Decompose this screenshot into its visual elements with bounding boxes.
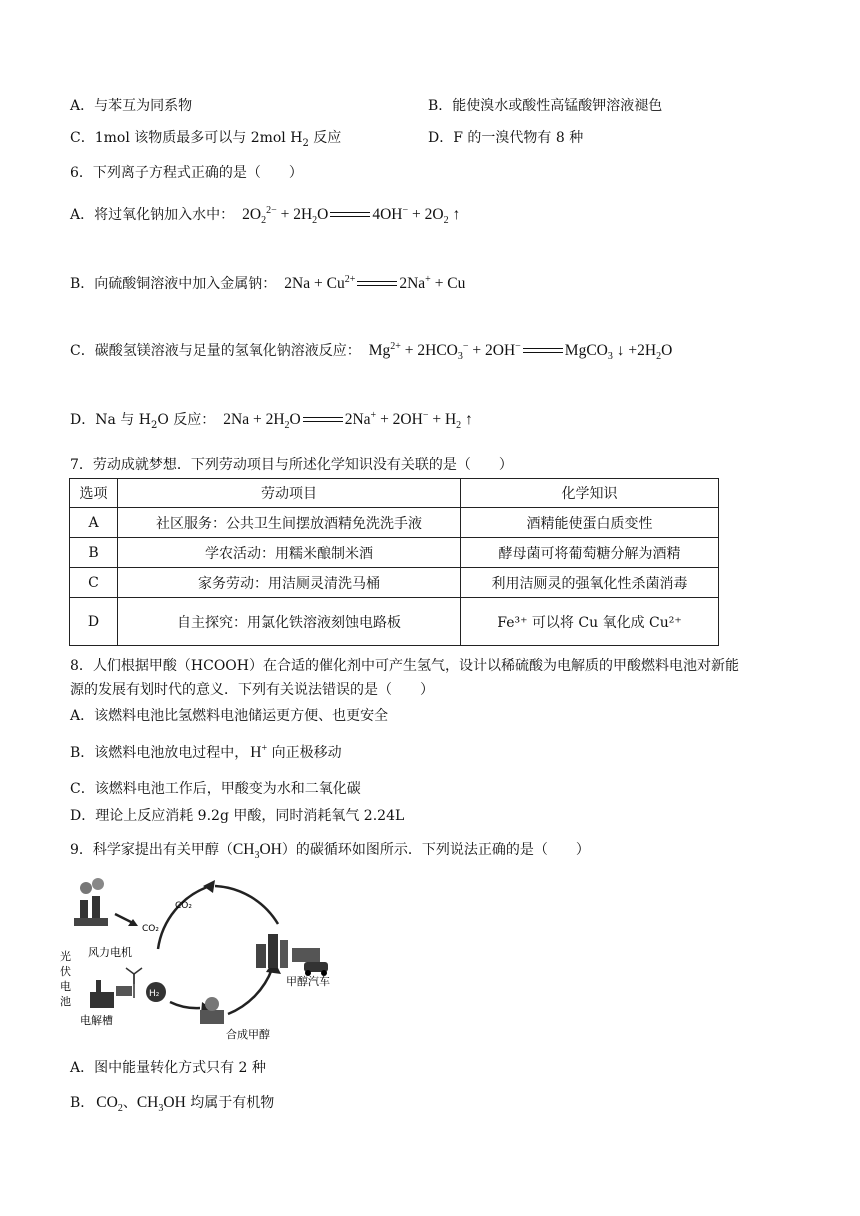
wind-generator-label: 风力电机 [88, 946, 132, 959]
q7-cell-option: B [70, 538, 118, 568]
q7-cell-labor: 学农活动：用糯米酿制米酒 [118, 538, 461, 568]
q7-stem: 7．劳动成就梦想．下列劳动项目与所述化学知识没有关联的是（ ） [70, 457, 513, 473]
q7-cell-knowledge: 酒精能使蛋白质变性 [461, 508, 719, 538]
q7-cell-knowledge: 酵母菌可将葡萄糖分解为酒精 [461, 538, 719, 568]
q6-option-c: C．碳酸氢镁溶液与足量的氢氧化钠溶液反应： $Mg^{2+} + 2HCO_3^- + 2OH^-$ MgCO$_3$ ↓ $+2H_2O$ [70, 340, 673, 363]
pv-label-3: 电 [60, 980, 71, 993]
q7-cell-option: C [70, 568, 118, 598]
q6-option-d: D．Na 与 $H_2O$ 反应： $2Na + 2H_2O$ $2Na^+ + 2OH^- + H_2$ ↑ [70, 409, 473, 432]
h2-label: H₂ [149, 989, 160, 999]
q5-option-d: D．F 的一溴代物有 8 种 [428, 130, 584, 146]
pv-label-4: 池 [60, 995, 71, 1008]
pv-label-2: 伏 [60, 965, 71, 978]
q7-cell-labor: 社区服务：公共卫生间摆放酒精免洗洗手液 [118, 508, 461, 538]
q7-cell-knowledge: 利用洁厕灵的强氧化性杀菌消毒 [461, 568, 719, 598]
q5-option-c: C．1mol 该物质最多可以与 2mol $H_2$ 反应 [70, 130, 342, 149]
q7-header-labor: 劳动项目 [118, 479, 461, 508]
q7-cell-labor: 自主探究：用氯化铁溶液刻蚀电路板 [118, 598, 461, 646]
q8-option-a: A．该燃料电池比氢燃料电池储运更方便、也更安全 [70, 708, 389, 724]
q9-stem: 9．科学家提出有关甲醇$(CH_3OH)$的碳循环如图所示．下列说法正确的是（ ） [70, 841, 590, 862]
q8-option-b: B．该燃料电池放电过程中， H+ 向正极移动 [70, 742, 342, 761]
q7-cell-option: A [70, 508, 118, 538]
electrolyzer-icon [90, 980, 132, 1008]
table-row [70, 598, 719, 646]
q8-option-d: D．理论上反应消耗 9.2g 甲酸，同时消耗氧气 2.24L [70, 808, 405, 824]
table-row [70, 568, 719, 598]
q5-option-a: A．与苯互为同系物 [70, 98, 193, 114]
q6-option-a: A．将过氧化钠加入水中： $2O_2^{2-} + 2H_2O$ $4OH^- + 2O_2$ ↑ [70, 204, 461, 227]
co2-left-label: CO₂ [142, 924, 159, 934]
q5-option-b: B．能使溴水或酸性高锰酸钾溶液褪色 [428, 98, 663, 114]
q9-option-b: B． $CO_2$、$CH_3OH$ 均属于有机物 [70, 1094, 275, 1115]
q8-stem-line1: 8．人们根据甲酸（HCOOH）在合适的催化剂中可产生氢气，设计以稀硫酸为电解质的甲酸燃料电池对新能 [70, 658, 739, 674]
electrolysis-label: 电解槽 [80, 1014, 113, 1027]
table-row [70, 508, 719, 538]
q8-option-c: C．该燃料电池工作后，甲酸变为水和二氧化碳 [70, 781, 361, 797]
q6-a-equation: $2O_2^{2-} + 2H_2O$ $4OH^- + 2O_2$ ↑ [242, 204, 461, 227]
methanol-car-icon [256, 934, 328, 976]
methanol-plant-icon [200, 997, 224, 1024]
q7-table [69, 478, 719, 646]
q6-stem: 6．下列离子方程式正确的是（ ） [70, 165, 303, 181]
q7-cell-knowledge: Fe³⁺ 可以将 Cu 氧化成 Cu²⁺ [461, 598, 719, 646]
q6-option-b: B．向硫酸铜溶液中加入金属钠： $2Na + Cu^{2+}$ 2Na+ + Cu [70, 273, 466, 292]
q7-cell-option: D [70, 598, 118, 646]
table-row [70, 538, 719, 568]
q8-stem-line2: 源的发展有划时代的意义．下列有关说法错误的是（ ） [70, 682, 434, 698]
q7-header-row [70, 479, 719, 508]
q6-b-equation: $2Na + Cu^{2+}$ 2Na+ + Cu [284, 273, 466, 292]
q6-c-equation: $Mg^{2+} + 2HCO_3^- + 2OH^-$ MgCO$_3$ ↓ $+2H_2O$ [368, 340, 673, 363]
q7-cell-labor: 家务劳动：用洁厕灵清洗马桶 [118, 568, 461, 598]
q9-option-a: A．图中能量转化方式只有 2 种 [70, 1060, 266, 1076]
methanol-car-label: 甲醇汽车 [286, 975, 330, 988]
q7-header-knowledge: 化学知识 [461, 479, 719, 508]
co2-top-label: CO₂ [175, 901, 192, 911]
carbon-cycle-figure [60, 874, 350, 1046]
methanol-synthesis-label: 合成甲醇 [226, 1028, 270, 1041]
pv-label-1: 光 [60, 950, 71, 963]
factory-icon [74, 878, 108, 926]
q6-d-equation: $2Na + 2H_2O$ $2Na^+ + 2OH^- + H_2$ ↑ [223, 409, 473, 432]
q7-header-option: 选项 [70, 479, 118, 508]
